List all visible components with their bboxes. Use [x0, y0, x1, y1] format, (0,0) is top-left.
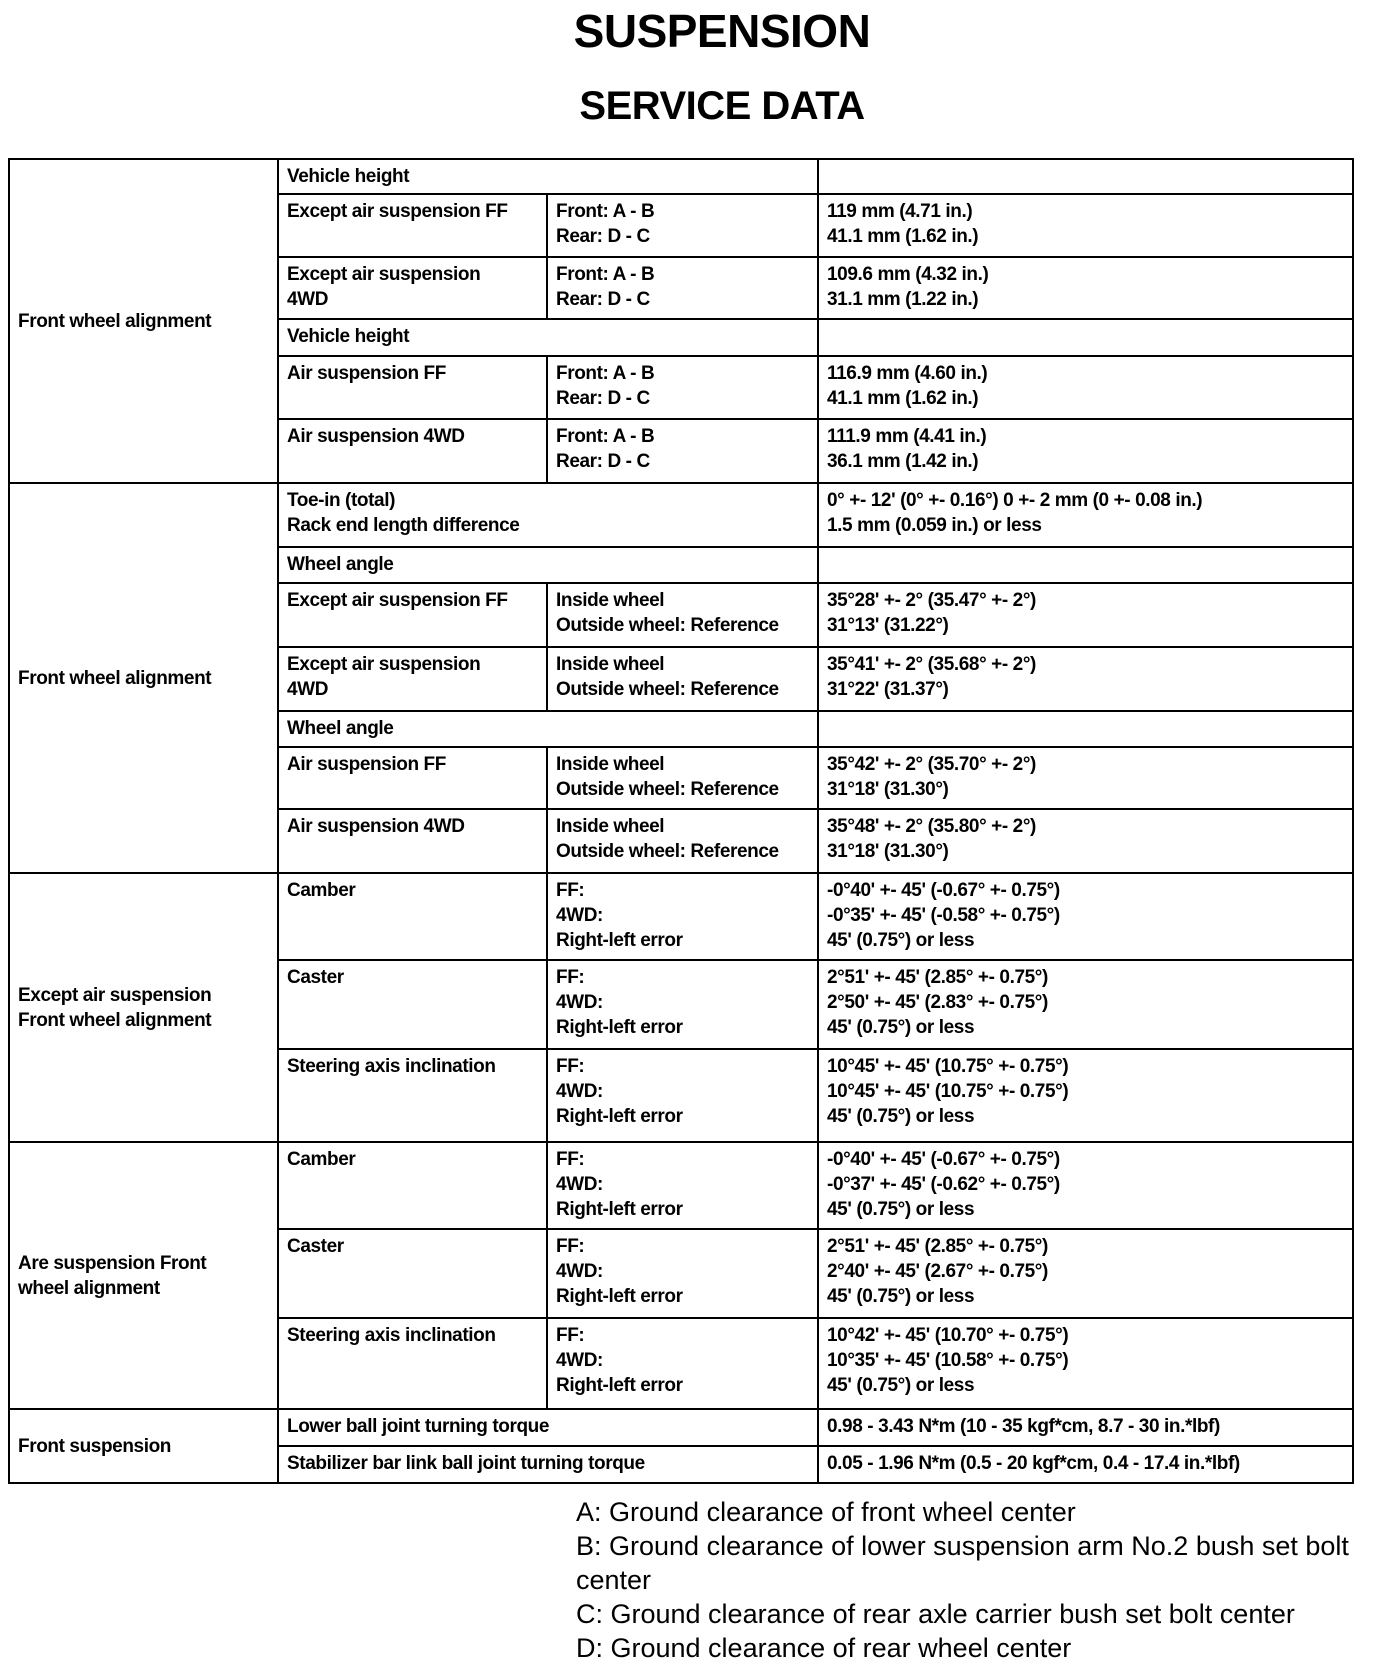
item-condition: Front: A - B Rear: D - C: [547, 194, 818, 257]
item-label: Camber: [278, 1142, 547, 1229]
section-label: Front suspension: [9, 1409, 278, 1483]
item-label: Except air suspension FF: [278, 194, 547, 257]
item-condition: FF: 4WD: Right-left error: [547, 1049, 818, 1142]
item-condition: Front: A - B Rear: D - C: [547, 356, 818, 419]
item-value: [818, 547, 1353, 583]
item-condition: Front: A - B Rear: D - C: [547, 257, 818, 319]
item-label: Wheel angle: [278, 547, 818, 583]
item-value: [818, 159, 1353, 194]
item-value: [818, 711, 1353, 747]
table-row: [9, 1142, 1353, 1229]
item-label: Caster: [278, 1229, 547, 1318]
item-value: 0.05 - 1.96 N*m (0.5 - 20 kgf*cm, 0.4 - 17.4 in.*lbf): [818, 1446, 1353, 1483]
item-label: Steering axis inclination: [278, 1049, 547, 1142]
item-label: Air suspension FF: [278, 356, 547, 419]
item-label: Vehicle height: [278, 319, 818, 356]
item-value: 10°42' +- 45' (10.70° +- 0.75°) 10°35' +- 45' (10.58° +- 0.75°) 45' (0.75°) or less: [818, 1318, 1353, 1409]
item-label: Toe-in (total) Rack end length difference: [278, 483, 818, 547]
legend: [576, 1495, 1366, 1665]
item-value: 2°51' +- 45' (2.85° +- 0.75°) 2°50' +- 45' (2.83° +- 0.75°) 45' (0.75°) or less: [818, 960, 1353, 1049]
item-value: 116.9 mm (4.60 in.) 41.1 mm (1.62 in.): [818, 356, 1353, 419]
item-value: 10°45' +- 45' (10.75° +- 0.75°) 10°45' +- 45' (10.75° +- 0.75°) 45' (0.75°) or less: [818, 1049, 1353, 1142]
item-value: 0° +- 12' (0° +- 0.16°) 0 +- 2 mm (0 +- 0.08 in.) 1.5 mm (0.059 in.) or less: [818, 483, 1353, 547]
table-row: [9, 483, 1353, 547]
section-label: Are suspension Front wheel alignment: [9, 1142, 278, 1409]
item-condition: Front: A - B Rear: D - C: [547, 419, 818, 483]
item-condition: Inside wheel Outside wheel: Reference: [547, 809, 818, 873]
item-label: Lower ball joint turning torque: [278, 1409, 818, 1446]
legend-item: B: Ground clearance of lower suspension arm No.2 bush set bolt center: [576, 1531, 1349, 1595]
item-label: Except air suspension FF: [278, 583, 547, 647]
item-condition: Inside wheel Outside wheel: Reference: [547, 747, 818, 809]
item-condition: Inside wheel Outside wheel: Reference: [547, 647, 818, 711]
item-value: 2°51' +- 45' (2.85° +- 0.75°) 2°40' +- 45' (2.67° +- 0.75°) 45' (0.75°) or less: [818, 1229, 1353, 1318]
item-value: 35°42' +- 2° (35.70° +- 2°) 31°18' (31.30°): [818, 747, 1353, 809]
item-label: Wheel angle: [278, 711, 818, 747]
item-value: 109.6 mm (4.32 in.) 31.1 mm (1.22 in.): [818, 257, 1353, 319]
item-label: Steering axis inclination: [278, 1318, 547, 1409]
item-value: 119 mm (4.71 in.) 41.1 mm (1.62 in.): [818, 194, 1353, 257]
item-condition: Inside wheel Outside wheel: Reference: [547, 583, 818, 647]
item-value: -0°40' +- 45' (-0.67° +- 0.75°) -0°35' +- 45' (-0.58° +- 0.75°) 45' (0.75°) or less: [818, 873, 1353, 960]
item-label: Air suspension 4WD: [278, 419, 547, 483]
item-condition: FF: 4WD: Right-left error: [547, 960, 818, 1049]
item-value: 35°48' +- 2° (35.80° +- 2°) 31°18' (31.30°): [818, 809, 1353, 873]
item-condition: FF: 4WD: Right-left error: [547, 873, 818, 960]
item-value: 35°41' +- 2° (35.68° +- 2°) 31°22' (31.37°): [818, 647, 1353, 711]
service-data-table: [8, 158, 1354, 1484]
section-label: Except air suspension Front wheel alignment: [9, 873, 278, 1142]
section-label: Front wheel alignment: [9, 159, 278, 483]
item-label: Caster: [278, 960, 547, 1049]
item-label: Air suspension FF: [278, 747, 547, 809]
legend-item: A: Ground clearance of front wheel center: [576, 1497, 1076, 1527]
page-title: SUSPENSION: [573, 5, 871, 57]
legend-item: C: Ground clearance of rear axle carrier bush set bolt center: [576, 1599, 1295, 1629]
item-value: [818, 319, 1353, 356]
item-condition: FF: 4WD: Right-left error: [547, 1229, 818, 1318]
item-condition: FF: 4WD: Right-left error: [547, 1142, 818, 1229]
item-label: Vehicle height: [278, 159, 818, 194]
item-value: 111.9 mm (4.41 in.) 36.1 mm (1.42 in.): [818, 419, 1353, 483]
page-subtitle: SERVICE DATA: [579, 84, 865, 128]
item-value: 0.98 - 3.43 N*m (10 - 35 kgf*cm, 8.7 - 30 in.*lbf): [818, 1409, 1353, 1446]
item-label: Stabilizer bar link ball joint turning torque: [278, 1446, 818, 1483]
item-label: Except air suspension 4WD: [278, 647, 547, 711]
table-row: [9, 873, 1353, 960]
item-label: Except air suspension 4WD: [278, 257, 547, 319]
item-label: Air suspension 4WD: [278, 809, 547, 873]
item-value: -0°40' +- 45' (-0.67° +- 0.75°) -0°37' +- 45' (-0.62° +- 0.75°) 45' (0.75°) or less: [818, 1142, 1353, 1229]
item-condition: FF: 4WD: Right-left error: [547, 1318, 818, 1409]
table-row: [9, 1409, 1353, 1446]
item-value: 35°28' +- 2° (35.47° +- 2°) 31°13' (31.22°): [818, 583, 1353, 647]
item-label: Camber: [278, 873, 547, 960]
table-row: [9, 159, 1353, 194]
section-label: Front wheel alignment: [9, 483, 278, 873]
legend-item: D: Ground clearance of rear wheel center: [576, 1633, 1072, 1663]
